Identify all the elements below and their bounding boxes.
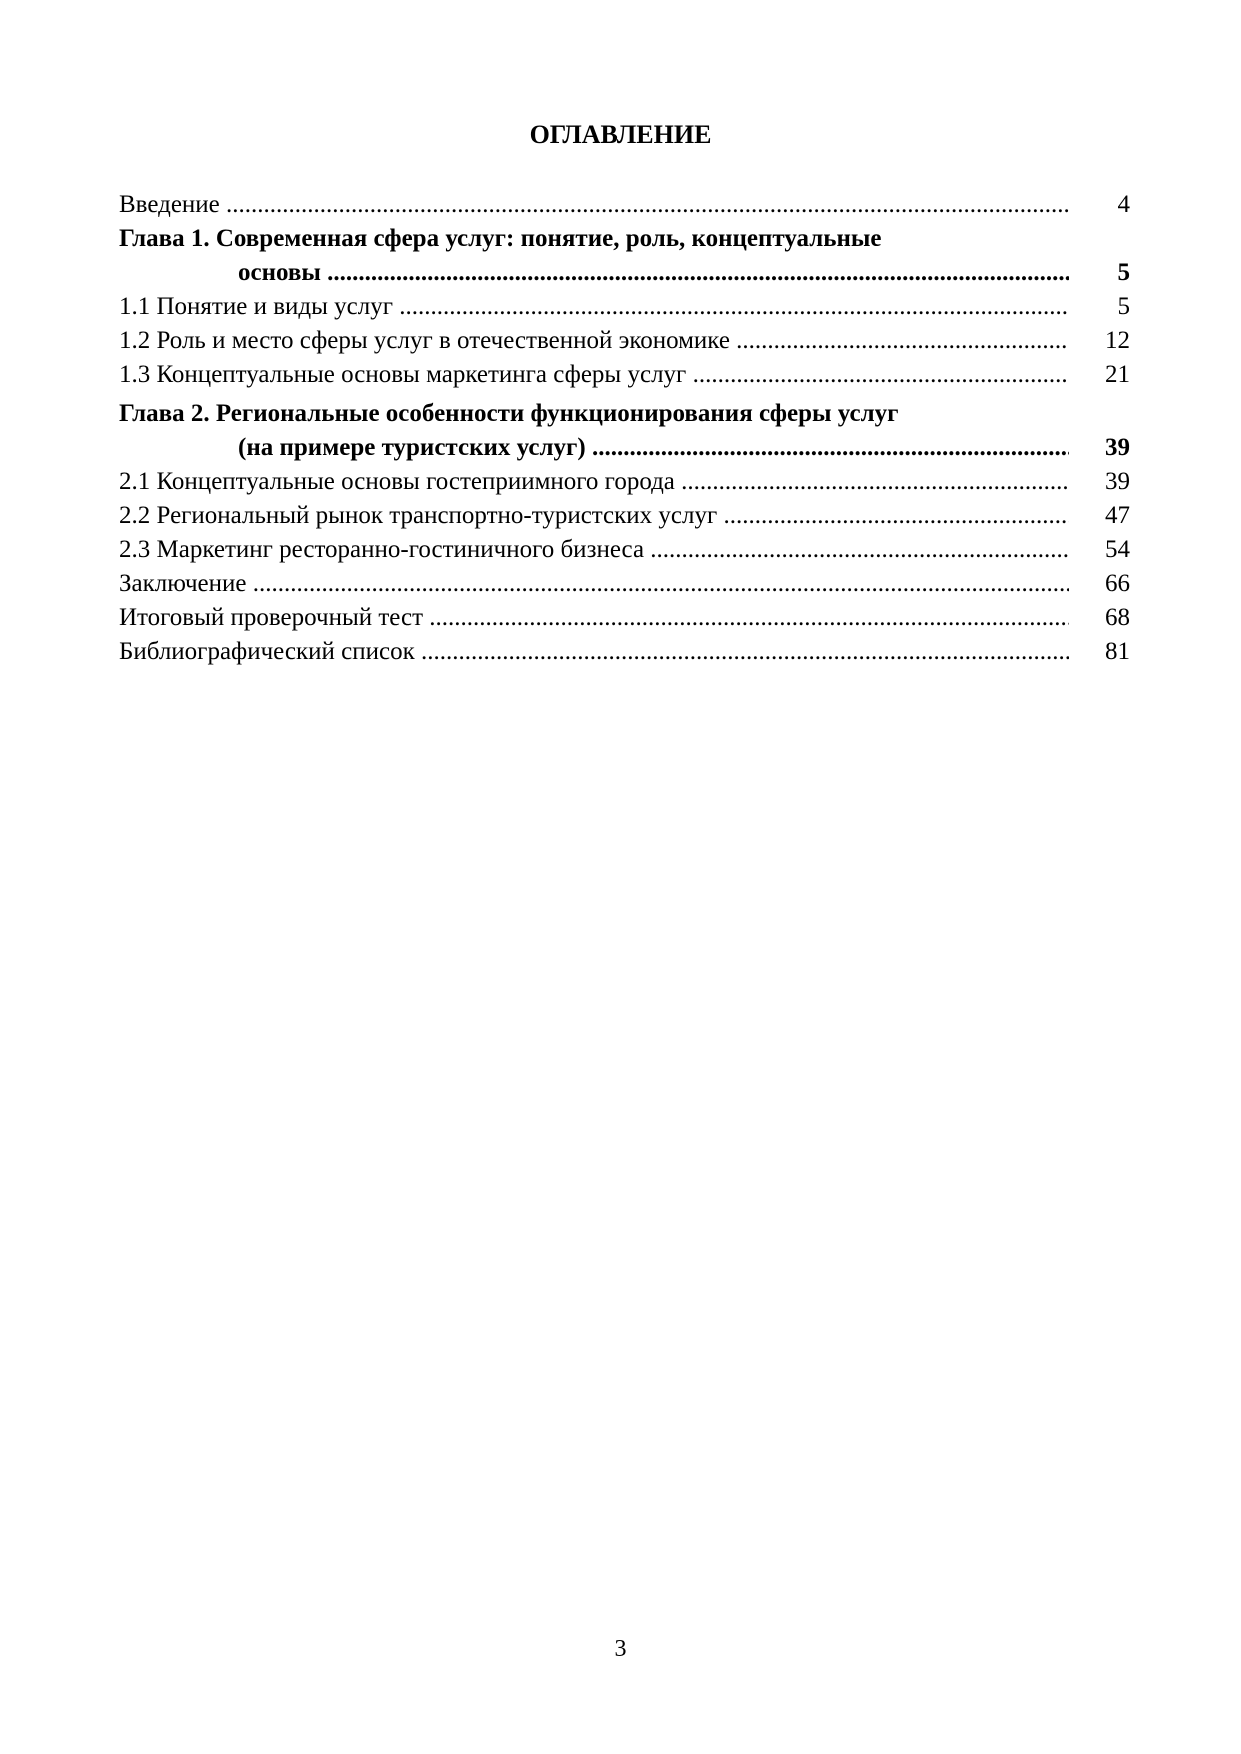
toc-entry-label: основы ..... — [238, 256, 1069, 290]
toc-entry-page: 5 — [1117, 259, 1130, 286]
toc-entry-page: 81 — [1105, 638, 1130, 665]
toc-entry-label: 2.2 Региональный рынок транспортно-туристских услуг ..... — [119, 499, 1069, 533]
toc-entry-page: 66 — [1105, 570, 1130, 597]
toc-entry-page: 4 — [1117, 191, 1130, 218]
toc-entry-page: 39 — [1105, 468, 1130, 495]
toc-chapter-2-heading[interactable] — [119, 397, 1119, 431]
table-of-contents — [119, 188, 1130, 669]
page-number: 3 — [614, 1636, 627, 1662]
toc-entry-label: Глава 1. Современная сфера услуг: понятие, роль, концептуальные — [119, 225, 882, 252]
toc-entry-page: 54 — [1105, 536, 1130, 563]
toc-entry-label: Библиографический список ..... — [119, 635, 1069, 669]
toc-entry-label: 1.3 Концептуальные основы маркетинга сферы услуг ..... — [119, 358, 1069, 392]
toc-entry-label: 1.2 Роль и место сферы услуг в отечественной экономике ..... — [119, 324, 1069, 358]
toc-entry-page: 12 — [1105, 327, 1130, 354]
toc-entry-conclusion[interactable] — [119, 567, 1130, 601]
toc-entry-2-3[interactable] — [119, 533, 1130, 567]
toc-entry-label: 2.1 Концептуальные основы гостеприимного города ..... — [119, 465, 1069, 499]
toc-entry-label: 1.1 Понятие и виды услуг ..... — [119, 290, 1069, 324]
toc-entry-label: 2.3 Маркетинг ресторанно-гостиничного бизнеса ..... — [119, 533, 1069, 567]
toc-entry-bibliography[interactable] — [119, 635, 1130, 669]
toc-entry-label: Заключение ..... — [119, 567, 1069, 601]
toc-entry-page: 5 — [1117, 293, 1130, 320]
toc-chapter-1-heading-cont[interactable] — [119, 256, 1130, 290]
toc-entry-page: 39 — [1105, 434, 1130, 461]
toc-entry-1-1[interactable] — [119, 290, 1130, 324]
toc-entry-final-test[interactable] — [119, 601, 1130, 635]
toc-entry-2-2[interactable] — [119, 499, 1130, 533]
toc-entry-label: (на примере туристских услуг) ..... — [238, 431, 1069, 465]
toc-entry-page: 21 — [1105, 361, 1130, 388]
toc-chapter-2-heading-cont[interactable] — [119, 431, 1130, 465]
toc-entry-label: Глава 2. Региональные особенности функционирования сферы услуг — [119, 400, 899, 427]
toc-chapter-1-heading[interactable] — [119, 222, 1119, 256]
toc-entry-1-2[interactable] — [119, 324, 1130, 358]
toc-entry-2-1[interactable] — [119, 465, 1130, 499]
toc-entry-label: Итоговый проверочный тест ..... — [119, 601, 1069, 635]
toc-entry-label: Введение ..... — [119, 188, 1069, 222]
toc-entry-1-3[interactable] — [119, 358, 1130, 392]
toc-entry-page: 68 — [1105, 604, 1130, 631]
page-title: ОГЛАВЛЕНИЕ — [529, 120, 712, 149]
toc-entry-introduction[interactable] — [119, 188, 1130, 222]
toc-entry-page: 47 — [1105, 502, 1130, 529]
